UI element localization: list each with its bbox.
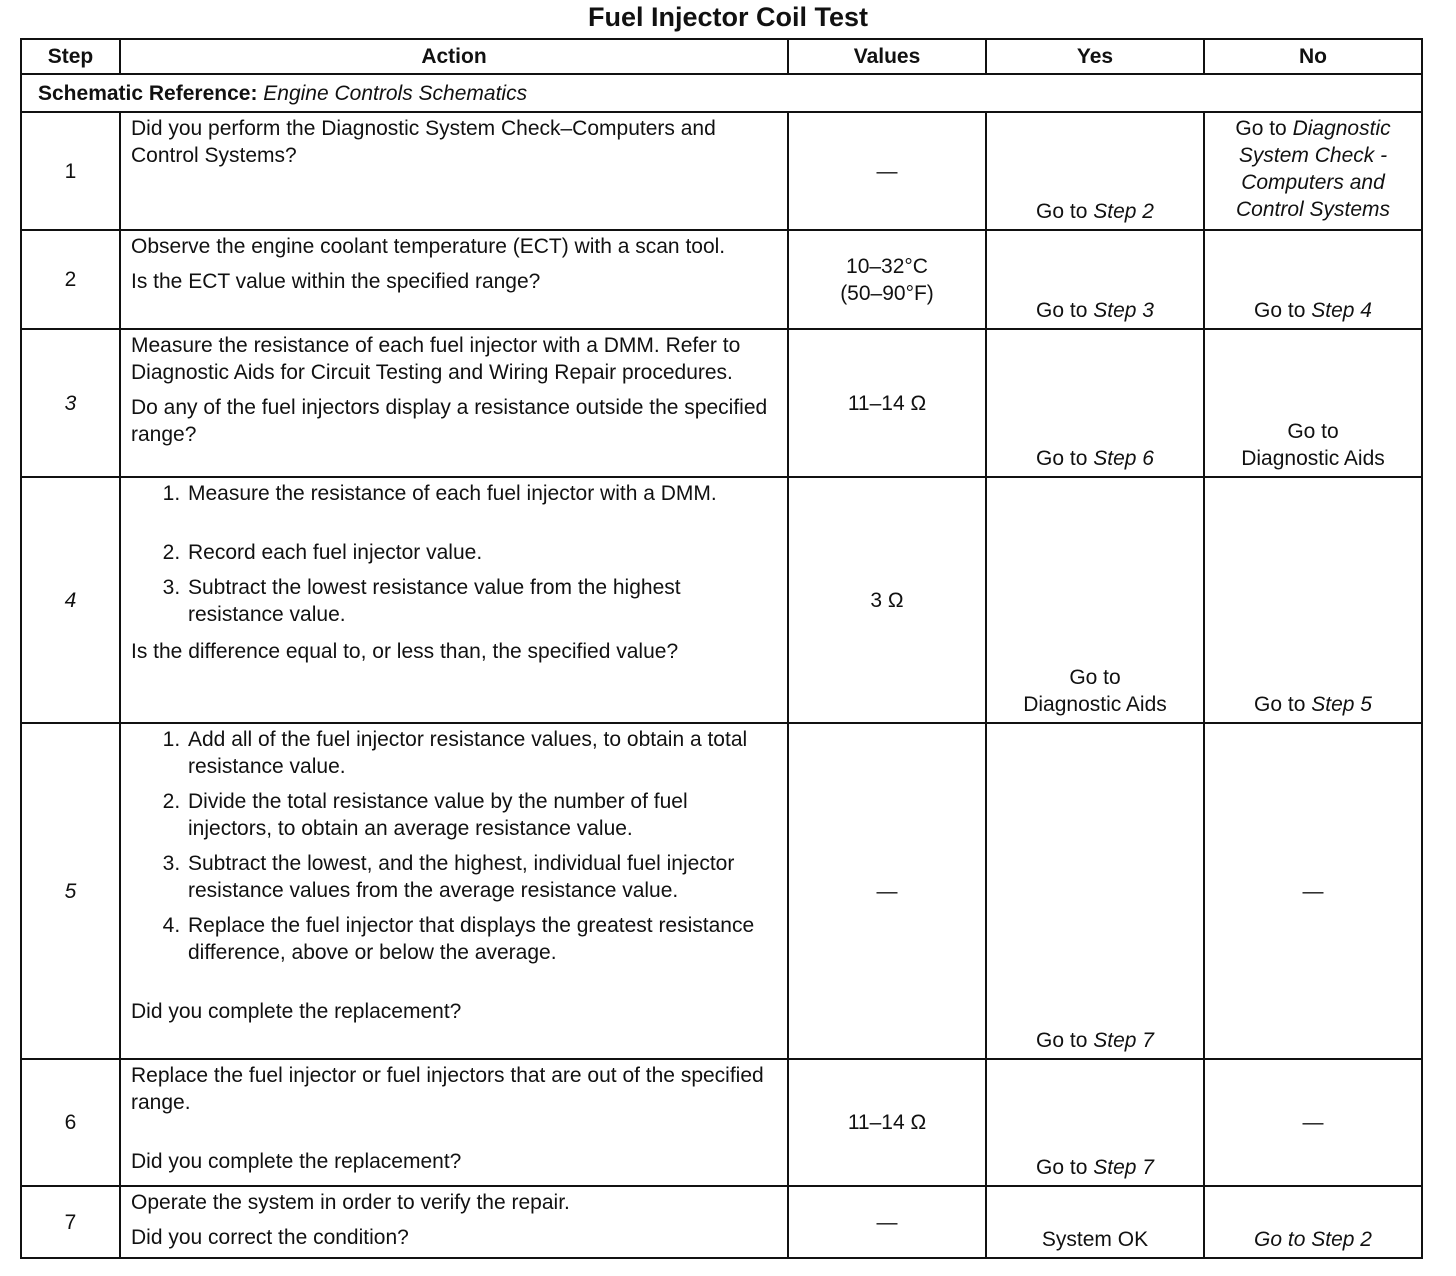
step-number: 1: [21, 112, 120, 230]
yes-prefix: Go to: [1036, 200, 1094, 223]
list-item: 2. Record each fuel injector value.: [186, 539, 777, 566]
action-cell: [120, 723, 788, 1059]
no-cell: [1204, 329, 1422, 477]
yes-cell: [986, 1059, 1204, 1186]
no-link: Diagnostic System Check - Computers and Control Systems: [1235, 117, 1391, 221]
no-line-2: Diagnostic Aids: [1241, 447, 1385, 470]
action-question: Did you complete the replacement?: [131, 1150, 462, 1173]
action-cell: [120, 1059, 788, 1186]
list-item: 4. Replace the fuel injector that displays the greatest resistance difference, above or below the average.: [186, 912, 777, 966]
table-row: [21, 723, 1422, 1059]
action-cell: [120, 112, 788, 230]
yes-prefix: Go to: [1036, 447, 1094, 470]
no-prefix: Go to: [1254, 693, 1312, 716]
list-item: 1. Measure the resistance of each fuel injector with a DMM.: [186, 480, 777, 507]
value-fahrenheit: (50–90°F): [840, 281, 934, 305]
value-cell: 11–14 Ω: [788, 329, 986, 477]
header-yes: Yes: [986, 39, 1204, 74]
no-link: Go to Step 2: [1254, 1228, 1372, 1251]
table-row: [21, 329, 1422, 477]
value-cell: —: [788, 112, 986, 230]
step-number: 4: [21, 477, 120, 723]
yes-cell: System OK: [986, 1186, 1204, 1258]
value-celsius: 10–32°C: [846, 254, 928, 278]
procedure-list: [131, 726, 777, 966]
no-cell: —: [1204, 1059, 1422, 1186]
list-item: 3. Subtract the lowest resistance value from the highest resistance value.: [186, 574, 777, 628]
step-number: 6: [21, 1059, 120, 1186]
yes-prefix: Go to: [1036, 299, 1094, 322]
reference-value: Engine Controls Schematics: [263, 81, 528, 105]
yes-link: Step 6: [1093, 447, 1154, 470]
yes-line-1: Go to: [1069, 666, 1121, 689]
yes-line-2: Diagnostic Aids: [1023, 693, 1167, 716]
diagnostic-table: [20, 38, 1423, 1259]
yes-cell: [986, 112, 1204, 230]
action-question: Is the difference equal to, or less than, the specified value?: [131, 640, 679, 663]
no-prefix: Go to: [1254, 299, 1312, 322]
action-text: Operate the system in order to verify the repair.: [131, 1191, 570, 1214]
header-values: Values: [788, 39, 986, 74]
document-title: Fuel Injector Coil Test: [587, 2, 869, 32]
step-number: 3: [21, 329, 120, 477]
action-text: Measure the resistance of each fuel injector with a DMM. Refer to Diagnostic Aids for Circuit Testing and Wiring Repair procedures.: [131, 334, 741, 384]
action-cell: [120, 1186, 788, 1258]
table-row: [21, 1059, 1422, 1186]
yes-cell: [986, 723, 1204, 1059]
value-cell: 11–14 Ω: [788, 1059, 986, 1186]
step-number: 5: [21, 723, 120, 1059]
yes-cell: [986, 329, 1204, 477]
no-prefix: Go to: [1235, 117, 1293, 140]
no-link: Step 5: [1311, 693, 1372, 716]
no-cell: [1204, 477, 1422, 723]
yes-link: Step 3: [1093, 299, 1154, 322]
header-step: Step: [21, 39, 120, 74]
table-row: [21, 1186, 1422, 1258]
value-cell: —: [788, 1186, 986, 1258]
action-cell: [120, 230, 788, 329]
table-row: [21, 230, 1422, 329]
yes-prefix: Go to: [1036, 1029, 1094, 1052]
header-no: No: [1204, 39, 1422, 74]
step-number: 7: [21, 1186, 120, 1258]
action-cell: [120, 477, 788, 723]
schematic-reference-row: [21, 74, 1422, 112]
step-number: 2: [21, 230, 120, 329]
value-cell: 3 Ω: [788, 477, 986, 723]
reference-label: Schematic Reference:: [38, 81, 258, 105]
no-link: Step 4: [1311, 299, 1372, 322]
list-item: 3. Subtract the lowest, and the highest, individual fuel injector resistance values from the average resistance value.: [186, 850, 777, 904]
list-item: 2. Divide the total resistance value by the number of fuel injectors, to obtain an average resistance value.: [186, 788, 777, 842]
header-row: [21, 39, 1422, 74]
action-question: Do any of the fuel injectors display a resistance outside the specified range?: [131, 396, 768, 446]
yes-link: Step 7: [1093, 1156, 1154, 1179]
value-cell: [788, 230, 986, 329]
no-cell: [1204, 112, 1422, 230]
yes-cell: [986, 230, 1204, 329]
yes-link: Step 2: [1093, 200, 1154, 223]
action-text: Did you perform the Diagnostic System Check–Computers and Control Systems?: [131, 117, 716, 167]
action-question: Did you complete the replacement?: [131, 1000, 462, 1023]
action-text: Observe the engine coolant temperature (ECT) with a scan tool.: [131, 235, 726, 258]
action-text: Replace the fuel injector or fuel injectors that are out of the specified range.: [131, 1064, 764, 1114]
value-cell: —: [788, 723, 986, 1059]
yes-link: Step 7: [1093, 1029, 1154, 1052]
list-item: 1. Add all of the fuel injector resistance values, to obtain a total resistance value.: [186, 726, 777, 780]
no-cell: [1204, 1186, 1422, 1258]
table-row: [21, 112, 1422, 230]
action-cell: [120, 329, 788, 477]
action-question: Is the ECT value within the specified range?: [131, 270, 541, 293]
no-cell: —: [1204, 723, 1422, 1059]
action-question: Did you correct the condition?: [131, 1226, 409, 1249]
no-line-1: Go to: [1287, 420, 1339, 443]
no-cell: [1204, 230, 1422, 329]
procedure-list: [131, 480, 777, 628]
schematic-reference: [21, 74, 1422, 112]
header-action: Action: [120, 39, 788, 74]
yes-prefix: Go to: [1036, 1156, 1094, 1179]
yes-cell: [986, 477, 1204, 723]
table-row: [21, 477, 1422, 723]
